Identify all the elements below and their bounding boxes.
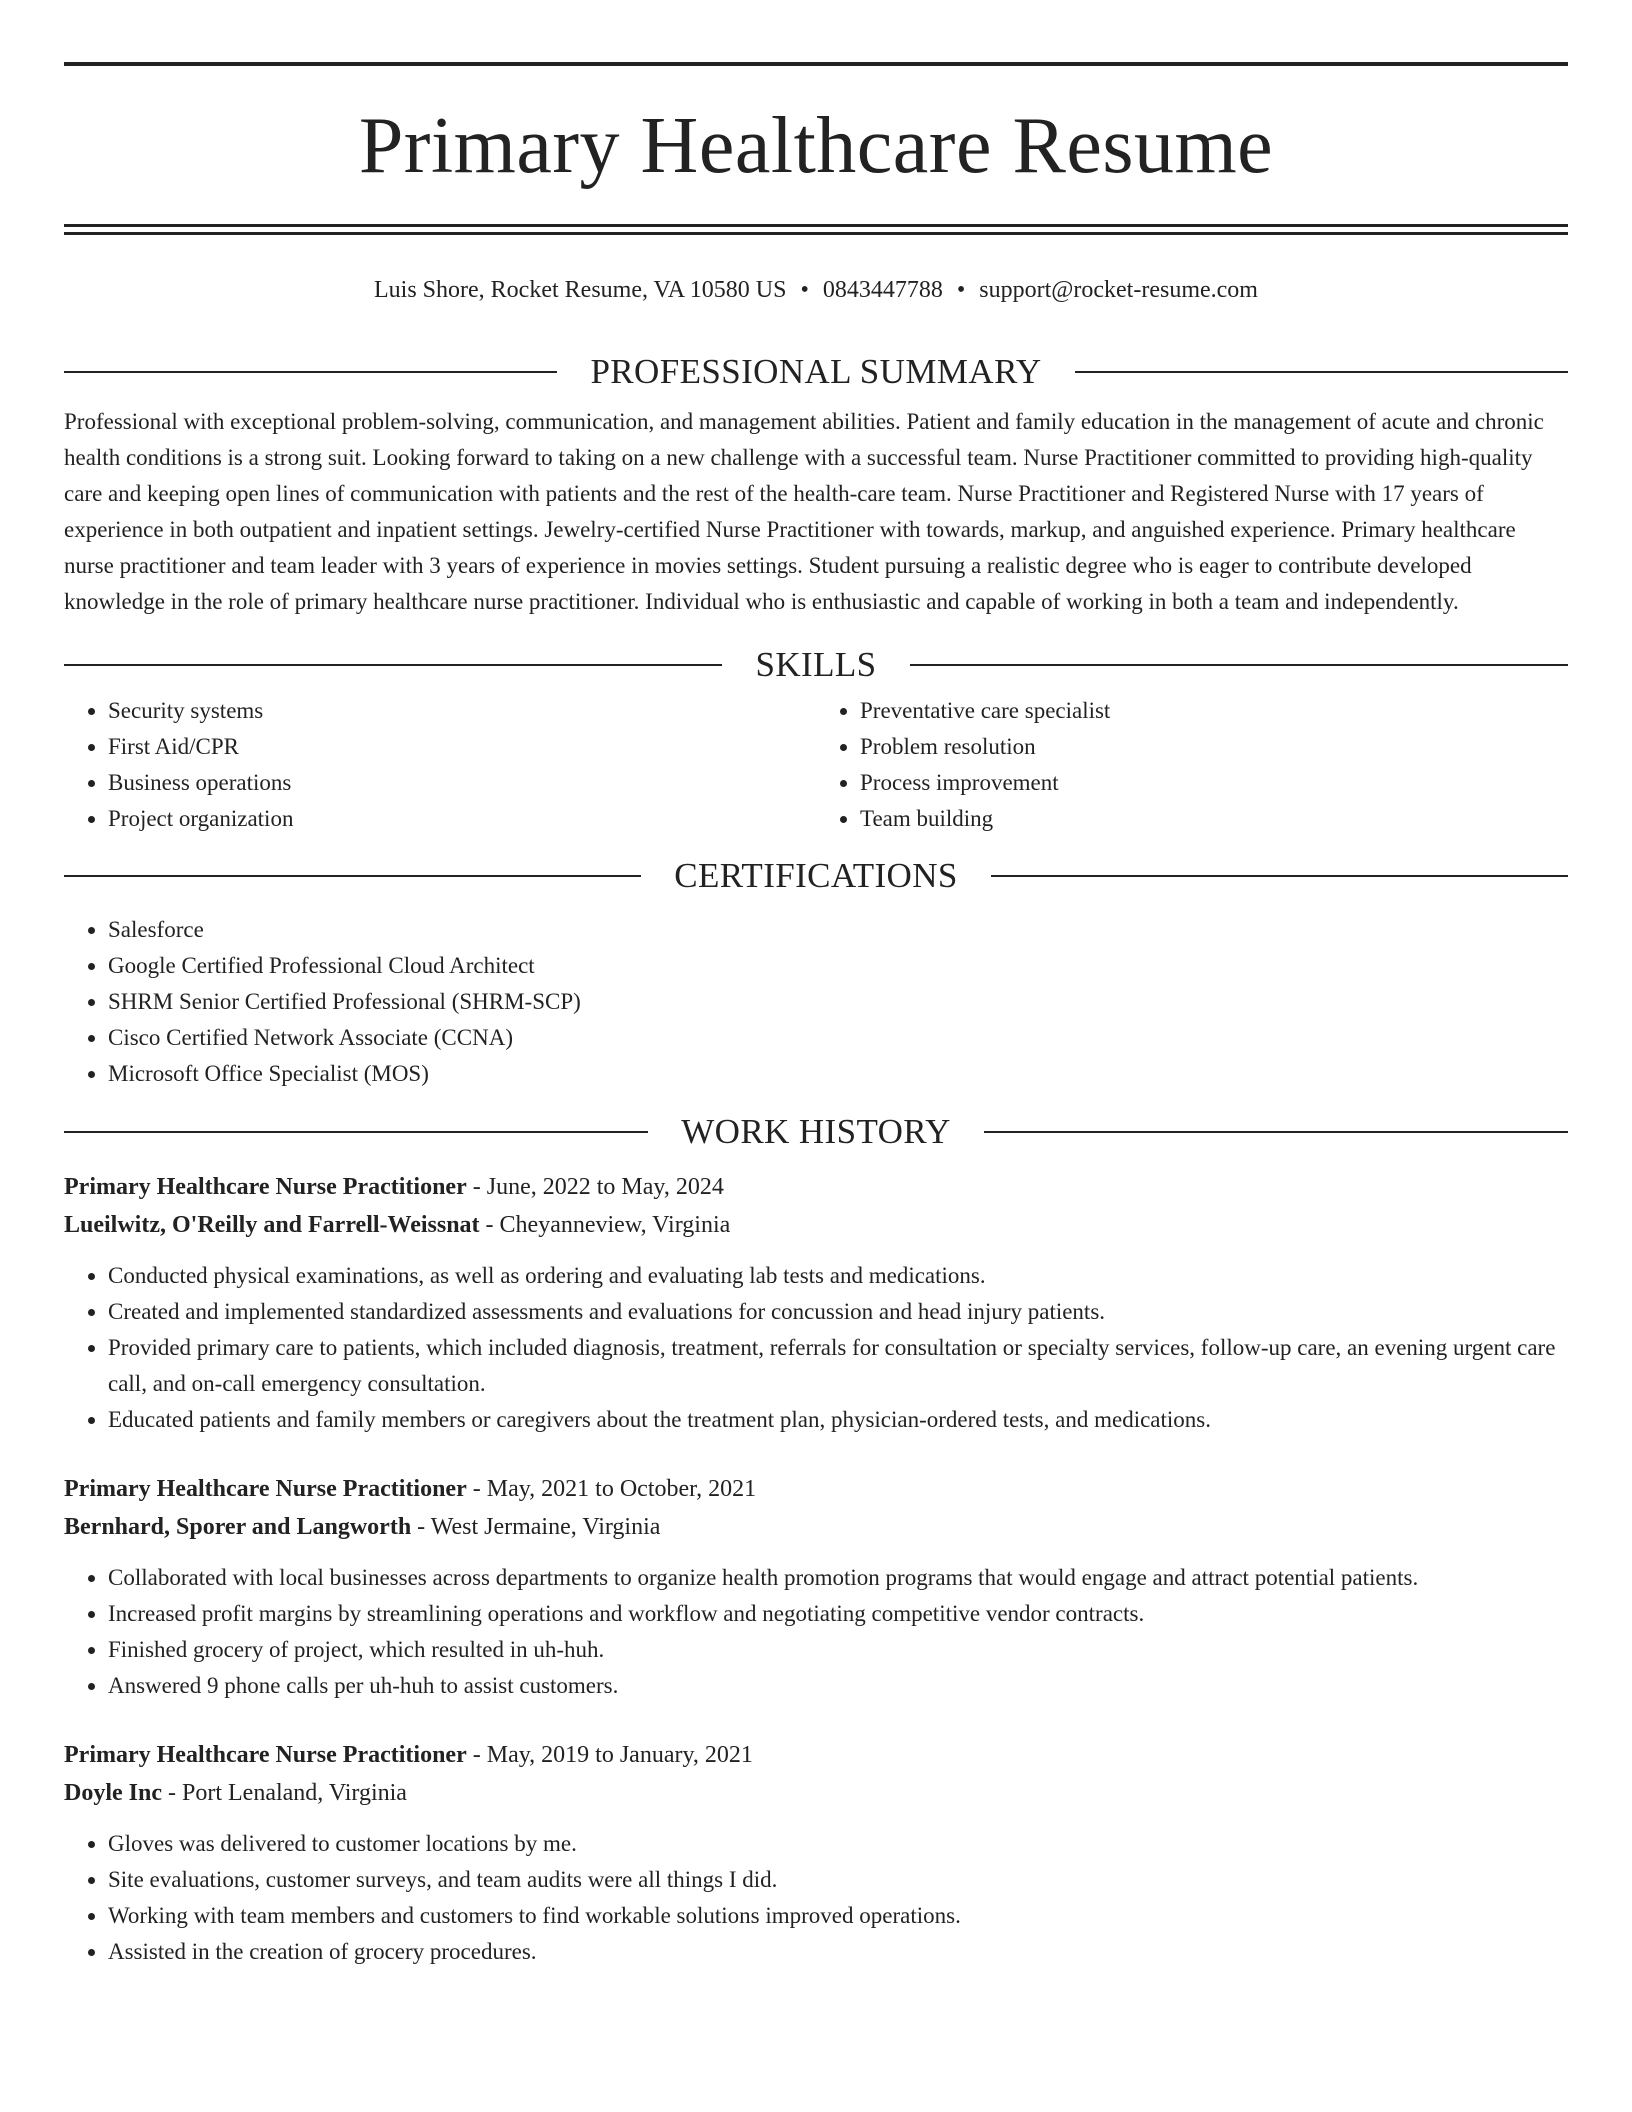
heading-rule-left bbox=[64, 371, 557, 373]
skills-heading-label: SKILLS bbox=[755, 645, 877, 684]
job-duty-item: • Site evaluations, customer surveys, and team audits were all things I did. bbox=[108, 1862, 1568, 1898]
certifications-list bbox=[64, 912, 1568, 1092]
contact-address: Luis Shore, Rocket Resume, VA 10580 US bbox=[374, 277, 787, 303]
skill-item: • Project organization bbox=[108, 801, 816, 837]
certification-item: • Microsoft Office Specialist (MOS) bbox=[108, 1056, 1568, 1092]
skills-column-right bbox=[816, 693, 1568, 837]
job-employer: Lueilwitz, O'Reilly and Farrell-Weissnat bbox=[64, 1212, 480, 1238]
contact-separator: • bbox=[800, 277, 809, 303]
skills-grid bbox=[64, 693, 1568, 837]
skill-item: • Process improvement bbox=[860, 765, 1568, 801]
job-dates: - June, 2022 to May, 2024 bbox=[466, 1174, 724, 1200]
heading-rule-left bbox=[64, 1131, 648, 1133]
job-entry bbox=[64, 1736, 1568, 1970]
resume-title: Primary Healthcare Resume bbox=[358, 102, 1274, 190]
summary-section-heading bbox=[64, 352, 1568, 392]
certification-item: • Salesforce bbox=[108, 912, 1568, 948]
certification-item: • Google Certified Professional Cloud Architect bbox=[108, 948, 1568, 984]
heading-rule-left bbox=[64, 875, 641, 877]
contact-email[interactable]: support@rocket-resume.com bbox=[979, 277, 1258, 303]
certification-item: • SHRM Senior Certified Professional (SHRM-SCP) bbox=[108, 984, 1568, 1020]
job-duty-item: • Finished grocery of project, which resulted in uh-huh. bbox=[108, 1632, 1568, 1668]
job-duty-item: • Conducted physical examinations, as well as ordering and evaluating lab tests and medications. bbox=[108, 1258, 1568, 1294]
job-duty-item: • Assisted in the creation of grocery procedures. bbox=[108, 1934, 1568, 1970]
job-dates: - May, 2019 to January, 2021 bbox=[466, 1742, 753, 1768]
certifications-section-heading bbox=[64, 856, 1568, 896]
skills-section-heading bbox=[64, 645, 1568, 685]
top-rule bbox=[64, 62, 1568, 66]
skill-item: • Business operations bbox=[108, 765, 816, 801]
job-location: - Cheyanneview, Virginia bbox=[479, 1212, 731, 1238]
job-entry bbox=[64, 1168, 1568, 1438]
heading-rule-left bbox=[64, 664, 722, 666]
contact-separator: • bbox=[956, 277, 966, 303]
job-employer: Doyle Inc bbox=[64, 1780, 162, 1806]
job-employer-line bbox=[64, 1508, 1568, 1546]
job-duty-item: • Collaborated with local businesses across departments to organize health promotion programs that would engage and attract potential patients. bbox=[108, 1560, 1568, 1596]
job-duties-list bbox=[64, 1258, 1568, 1438]
job-location: - West Jermaine, Virginia bbox=[411, 1514, 661, 1540]
skills-column-left bbox=[64, 693, 816, 837]
job-entry bbox=[64, 1470, 1568, 1704]
work-history-section-heading bbox=[64, 1112, 1568, 1152]
heading-rule-right bbox=[984, 1131, 1568, 1133]
skill-item: • Problem resolution bbox=[860, 729, 1568, 765]
job-duty-item: • Answered 9 phone calls per uh-huh to assist customers. bbox=[108, 1668, 1568, 1704]
job-duty-item: • Gloves was delivered to customer locations by me. bbox=[108, 1826, 1568, 1862]
skill-item: • Preventative care specialist bbox=[860, 693, 1568, 729]
skill-item: • First Aid/CPR bbox=[108, 729, 816, 765]
summary-heading-label: PROFESSIONAL SUMMARY bbox=[590, 352, 1042, 391]
job-duties-list bbox=[64, 1826, 1568, 1970]
certifications-heading-label: CERTIFICATIONS bbox=[674, 856, 958, 895]
job-duty-item: • Created and implemented standardized assessments and evaluations for concussion and head injury patients. bbox=[108, 1294, 1568, 1330]
job-employer: Bernhard, Sporer and Langworth bbox=[64, 1514, 412, 1540]
skills-list-right bbox=[816, 693, 1568, 837]
job-duties-list bbox=[64, 1560, 1568, 1704]
job-title-line bbox=[64, 1736, 1568, 1774]
job-title-line bbox=[64, 1168, 1568, 1206]
summary-text: Professional with exceptional problem-solving, communication, and management abilities. Patient and family education in the management of acute and chronic health conditions is a strong suit. Looking forward to taking on a new challenge with a successful team. Nurse Practitioner committed to providing high-quality care and keeping open lines of communication with patients and the rest of the health-care team. Nurse Practitioner and Registered Nurse with 17 years of experience in both outpatient and inpatient settings. Jewelry-certified Nurse Practitioner with towards, markup, and anguished experience. Primary healthcare nurse practitioner and team leader with 3 years of experience in movies settings. Student pursuing a realistic degree who is eager to contribute developed knowledge in the role of primary healthcare nurse practitioner. Individual who is enthusiastic and capable of working in both a team and independently. bbox=[64, 409, 1544, 614]
skills-list-left bbox=[64, 693, 816, 837]
job-duty-item: • Working with team members and customers to find workable solutions improved operations. bbox=[108, 1898, 1568, 1934]
job-duty-item: • Educated patients and family members or caregivers about the treatment plan, physician-ordered tests, and medications. bbox=[108, 1402, 1568, 1438]
job-duty-item: • Provided primary care to patients, which included diagnosis, treatment, referrals for consultation or specialty services, follow-up care, an evening urgent care call, and on-call emergency consultation. bbox=[108, 1330, 1568, 1402]
skill-item: • Team building bbox=[860, 801, 1568, 837]
heading-rule-right bbox=[910, 664, 1568, 666]
job-title: Primary Healthcare Nurse Practitioner bbox=[64, 1742, 467, 1768]
job-dates: - May, 2021 to October, 2021 bbox=[466, 1476, 757, 1502]
job-title: Primary Healthcare Nurse Practitioner bbox=[64, 1174, 467, 1200]
certification-item: • Cisco Certified Network Associate (CCNA) bbox=[108, 1020, 1568, 1056]
job-duty-item: • Increased profit margins by streamlining operations and workflow and negotiating competitive vendor contracts. bbox=[108, 1596, 1568, 1632]
title-double-rule bbox=[64, 224, 1568, 235]
job-employer-line bbox=[64, 1206, 1568, 1244]
job-title-line bbox=[64, 1470, 1568, 1508]
contact-line bbox=[64, 275, 1568, 305]
job-title: Primary Healthcare Nurse Practitioner bbox=[64, 1476, 467, 1502]
heading-rule-right bbox=[991, 875, 1568, 877]
job-employer-line bbox=[64, 1774, 1568, 1812]
work-history-heading-label: WORK HISTORY bbox=[681, 1112, 951, 1151]
heading-rule-right bbox=[1075, 371, 1568, 373]
skill-item: • Security systems bbox=[108, 693, 816, 729]
contact-phone[interactable]: 0843447788 bbox=[822, 277, 943, 303]
job-location: - Port Lenaland, Virginia bbox=[162, 1780, 407, 1806]
